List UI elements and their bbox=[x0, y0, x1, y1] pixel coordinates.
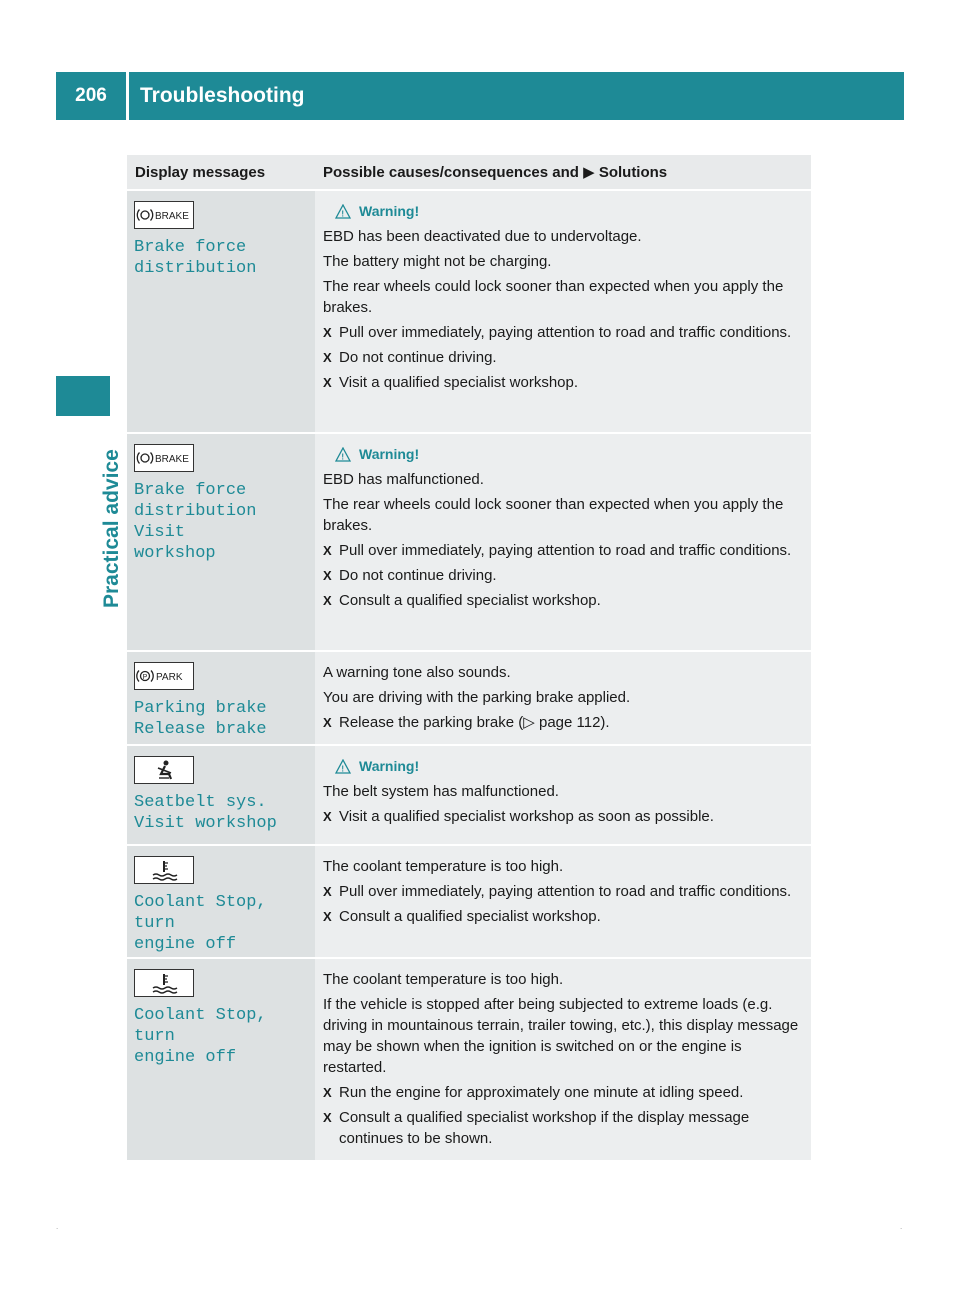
display-message-cell bbox=[127, 434, 315, 650]
svg-text:BRAKE: BRAKE bbox=[155, 211, 189, 222]
cause-text: The rear wheels could lock sooner than expected when you apply the brakes. bbox=[323, 278, 784, 316]
step-marker-icon: X bbox=[323, 909, 332, 924]
page-number: 206 bbox=[75, 85, 107, 106]
step-marker-icon: X bbox=[323, 568, 332, 583]
display-message-cell bbox=[127, 191, 315, 432]
solution-cell bbox=[315, 652, 811, 744]
cause-text: The battery might not be charging. bbox=[323, 253, 552, 270]
step-marker-icon: X bbox=[323, 593, 332, 608]
col-header-display-messages: Display messages bbox=[135, 163, 266, 181]
seatbelt-icon bbox=[134, 756, 194, 784]
display-message-cell bbox=[127, 959, 315, 1160]
section-title: Troubleshooting bbox=[140, 84, 305, 107]
display-message-text: Seatbelt sys. Visit workshop bbox=[134, 793, 277, 833]
display-message-text: Brake force distribution Visit workshop bbox=[134, 481, 257, 563]
cause-text: A warning tone also sounds. bbox=[323, 664, 511, 681]
step-marker-icon: X bbox=[323, 715, 332, 730]
display-message-cell bbox=[127, 846, 315, 957]
solution-step: X Run the engine for approximately one minute at idling speed. bbox=[323, 1084, 744, 1101]
side-label: Practical advice bbox=[100, 449, 123, 608]
warning-label: ! Warning! bbox=[335, 444, 805, 465]
step-marker-icon: X bbox=[323, 1085, 332, 1100]
solution-step: X Consult a qualified specialist workshop. bbox=[323, 908, 601, 925]
svg-text:!: ! bbox=[341, 209, 345, 219]
solution-step: X Pull over immediately, paying attention to road and traffic conditions. bbox=[323, 542, 792, 559]
solution-cell bbox=[315, 846, 811, 957]
svg-text:!: ! bbox=[341, 452, 345, 462]
coolant-temperature-icon bbox=[134, 969, 194, 997]
display-message-cell bbox=[127, 652, 315, 744]
solution-step: X Visit a qualified specialist workshop. bbox=[323, 374, 579, 391]
crop-mark: . bbox=[56, 1222, 59, 1231]
svg-text:BRAKE: BRAKE bbox=[155, 454, 189, 465]
step-marker-icon: X bbox=[323, 375, 332, 390]
solution-cell bbox=[315, 746, 811, 844]
coolant-temperature-icon bbox=[134, 856, 194, 884]
table-row bbox=[127, 746, 811, 846]
cause-text: EBD has been deactivated due to undervoltage. bbox=[323, 228, 642, 245]
table-row bbox=[127, 652, 811, 746]
brake-warning-icon bbox=[134, 444, 194, 472]
side-tab bbox=[56, 376, 110, 416]
step-marker-icon: X bbox=[323, 1110, 332, 1125]
solution-cell bbox=[315, 959, 811, 1160]
table-row bbox=[127, 959, 811, 1162]
solution-step: X Consult a qualified specialist workshop. bbox=[323, 592, 601, 609]
step-marker-icon: X bbox=[323, 543, 332, 558]
display-message-text: Parking brake Release brake bbox=[134, 699, 267, 739]
step-marker-icon: X bbox=[323, 809, 332, 824]
table-row bbox=[127, 846, 811, 959]
step-marker-icon: X bbox=[323, 325, 332, 340]
solution-cell bbox=[315, 191, 811, 432]
svg-text:PARK: PARK bbox=[156, 672, 183, 683]
solution-step: X Do not continue driving. bbox=[323, 349, 497, 366]
solution-step: X Pull over immediately, paying attention to road and traffic conditions. bbox=[323, 883, 792, 900]
cause-text: The belt system has malfunctioned. bbox=[323, 783, 559, 800]
warning-label: ! Warning! bbox=[335, 201, 805, 222]
table-row bbox=[127, 191, 811, 434]
step-marker-icon: X bbox=[323, 884, 332, 899]
table-row bbox=[127, 434, 811, 652]
solution-step: X Release the parking brake (▷ page 112). bbox=[323, 714, 610, 731]
solution-step: X Pull over immediately, paying attention to road and traffic conditions. bbox=[323, 324, 792, 341]
cause-text: The coolant temperature is too high. bbox=[323, 971, 564, 988]
solution-step: X Visit a qualified specialist workshop as soon as possible. bbox=[323, 808, 714, 825]
svg-text:P: P bbox=[142, 674, 148, 681]
warning-triangle-icon bbox=[335, 447, 351, 462]
cause-text: The rear wheels could lock sooner than expected when you apply the brakes. bbox=[323, 496, 784, 534]
troubleshooting-table bbox=[127, 155, 811, 1162]
cause-text: EBD has malfunctioned. bbox=[323, 471, 484, 488]
solution-cell bbox=[315, 434, 811, 650]
display-message-text: Coolant Stop, turn engine off bbox=[134, 893, 267, 954]
cause-text: If the vehicle is stopped after being subjected to extreme loads (e.g. driving in mountainous terrain, trailer towing, etc.), this display message may be shown when the ignition is switched on or the engine is restarted. bbox=[323, 996, 799, 1076]
display-message-text: Brake force distribution bbox=[134, 238, 257, 278]
table-header-row bbox=[127, 155, 811, 191]
crop-mark: . bbox=[900, 1222, 903, 1231]
parking-brake-icon bbox=[134, 662, 194, 690]
warning-triangle-icon bbox=[335, 759, 351, 774]
cause-text: You are driving with the parking brake applied. bbox=[323, 689, 631, 706]
col-header-solutions: Possible causes/consequences and ▶ Solutions bbox=[323, 164, 668, 181]
svg-text:!: ! bbox=[341, 764, 345, 774]
solution-step: X Do not continue driving. bbox=[323, 567, 497, 584]
warning-triangle-icon bbox=[335, 204, 351, 219]
solution-step: X Consult a qualified specialist workshop if the display message continues to be shown. bbox=[323, 1109, 750, 1147]
display-message-cell bbox=[127, 746, 315, 844]
step-marker-icon: X bbox=[323, 350, 332, 365]
cause-text: The coolant temperature is too high. bbox=[323, 858, 564, 875]
display-message-text: Coolant Stop, turn engine off bbox=[134, 1006, 267, 1067]
brake-warning-icon bbox=[134, 201, 194, 229]
header-divider bbox=[126, 72, 129, 120]
warning-label: ! Warning! bbox=[335, 756, 805, 777]
